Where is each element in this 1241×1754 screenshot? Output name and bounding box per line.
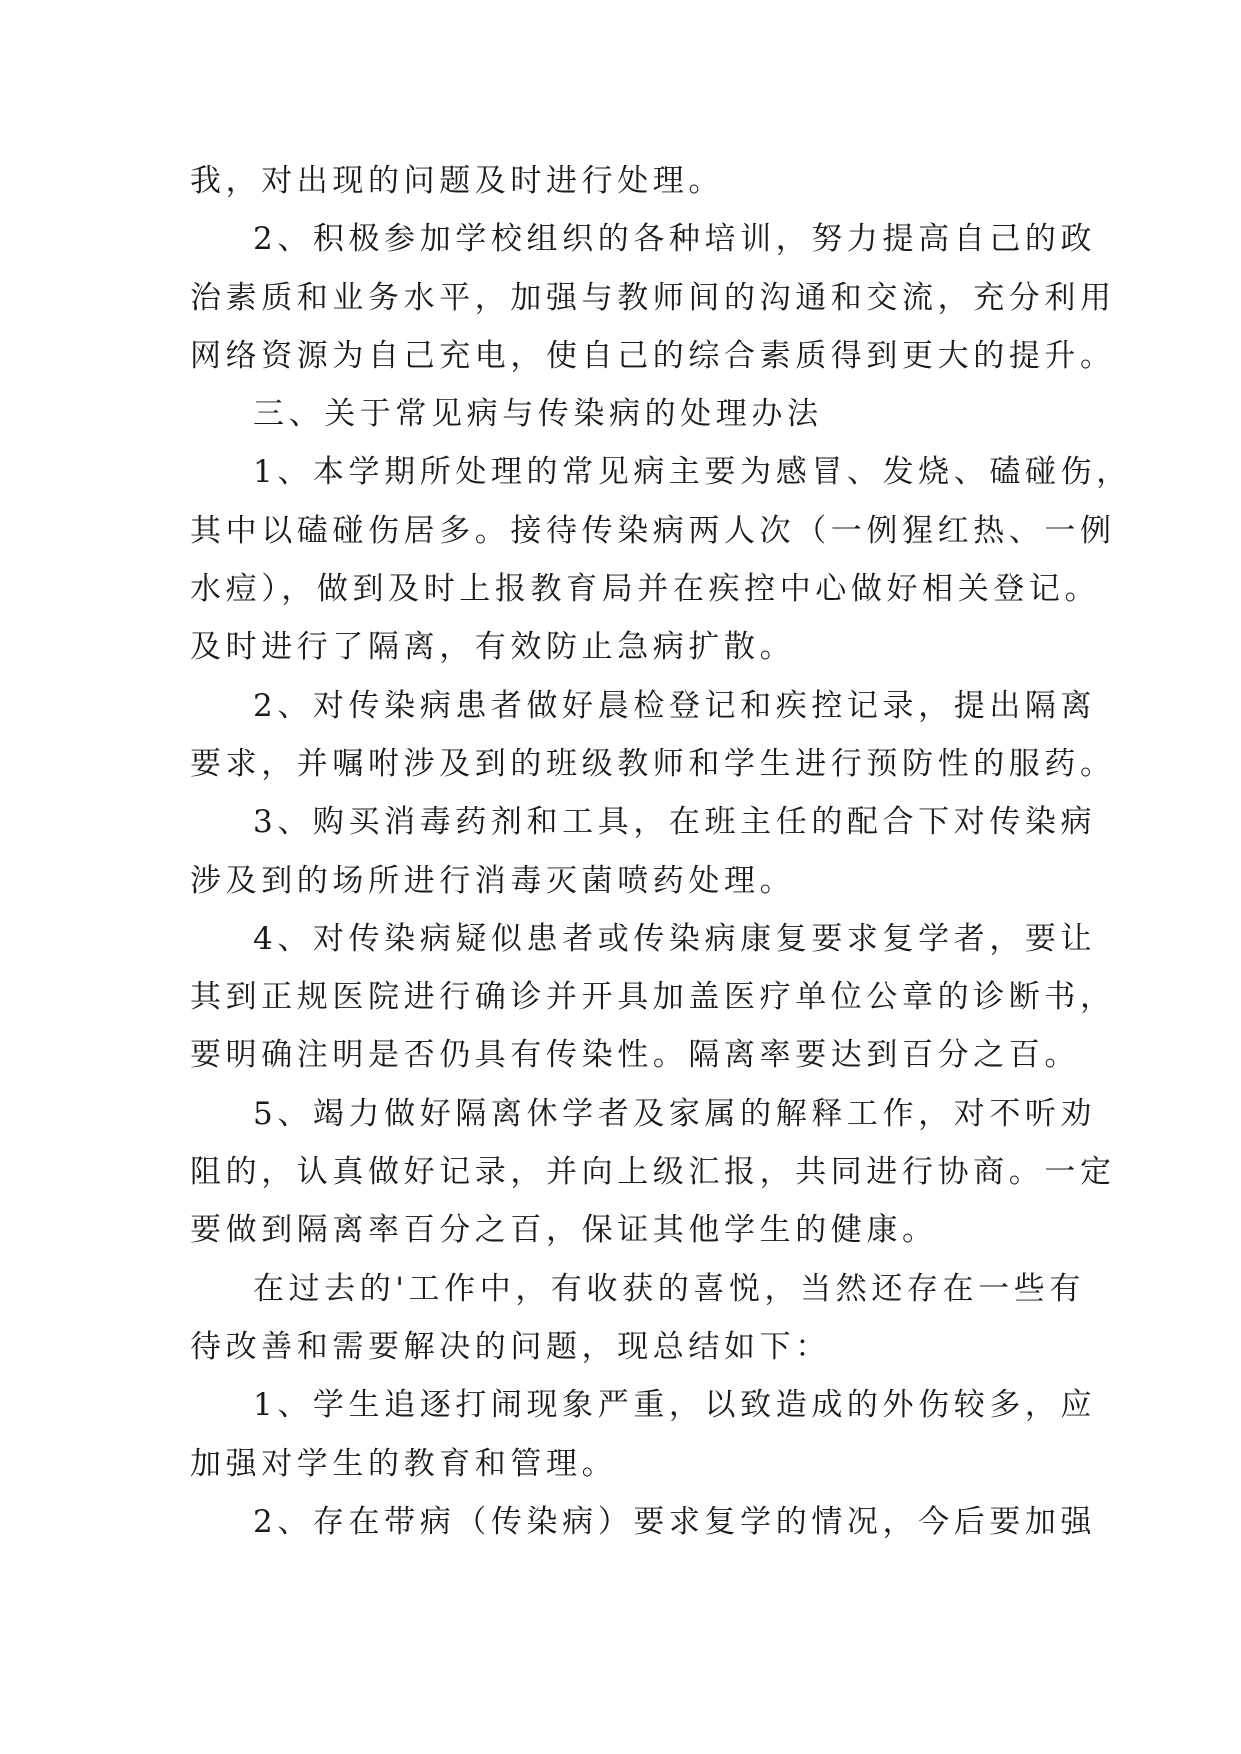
document-body (190, 152, 1132, 1551)
text-line: 2、积极参加学校组织的各种培训，努力提高自己的政 (253, 221, 1097, 258)
text-line: 待改善和需要解决的问题，现总结如下： (190, 1328, 831, 1365)
text-line: 要明确注明是否仍具有传染性。隔离率要达到百分之百。 (190, 1037, 1080, 1074)
text-line: 及时进行了隔离，有效防止急病扩散。 (190, 629, 796, 666)
text-line: 2、存在带病（传染病）要求复学的情况，今后要加强 (253, 1503, 1097, 1540)
text-line: 2、对传染病患者做好晨检登记和疾控记录，提出隔离 (253, 687, 1097, 724)
text-line: 其到正规医院进行确诊并开具加盖医疗单位公章的诊断书， (190, 979, 1116, 1016)
section-heading: 三、关于常见病与传染病的处理办法 (253, 396, 823, 433)
text-line: 3、购买消毒药剂和工具，在班主任的配合下对传染病 (253, 804, 1097, 841)
text-line: 我，对出现的问题及时进行处理。 (190, 163, 724, 199)
text-line: 4、对传染病疑似患者或传染病康复要求复学者，要让 (253, 920, 1097, 957)
text-line: 加强对学生的教育和管理。 (190, 1445, 618, 1482)
text-line: 要求，并嘱咐涉及到的班级教师和学生进行预防性的服药。 (190, 745, 1116, 782)
text-line: 要做到隔离率百分之百，保证其他学生的健康。 (190, 1212, 938, 1249)
text-line: 在过去的'工作中，有收获的喜悦，当然还存在一些有 (253, 1270, 1085, 1307)
text-line: 5、竭力做好隔离休学者及家属的解释工作，对不听劝 (253, 1095, 1097, 1132)
text-line: 涉及到的场所进行消毒灭菌喷药处理。 (190, 862, 796, 899)
text-line: 阻的，认真做好记录，并向上级汇报，共同进行协商。一定 (190, 1154, 1116, 1191)
text-line: 治素质和业务水平，加强与教师间的沟通和交流，充分利用 (190, 279, 1116, 316)
text-line: 1、学生追逐打闹现象严重，以致造成的外伤较多，应 (253, 1387, 1097, 1424)
text-line: 1、本学期所处理的常见病主要为感冒、发烧、磕碰伤， (253, 454, 1132, 491)
text-line: 水痘），做到及时上报教育局并在疾控中心做好相关登记。 (190, 571, 1101, 608)
text-line: 其中以磕碰伤居多。接待传染病两人次（一例猩红热、一例 (190, 512, 1116, 549)
text-line: 网络资源为自己充电，使自己的综合素质得到更大的提升。 (190, 337, 1116, 374)
